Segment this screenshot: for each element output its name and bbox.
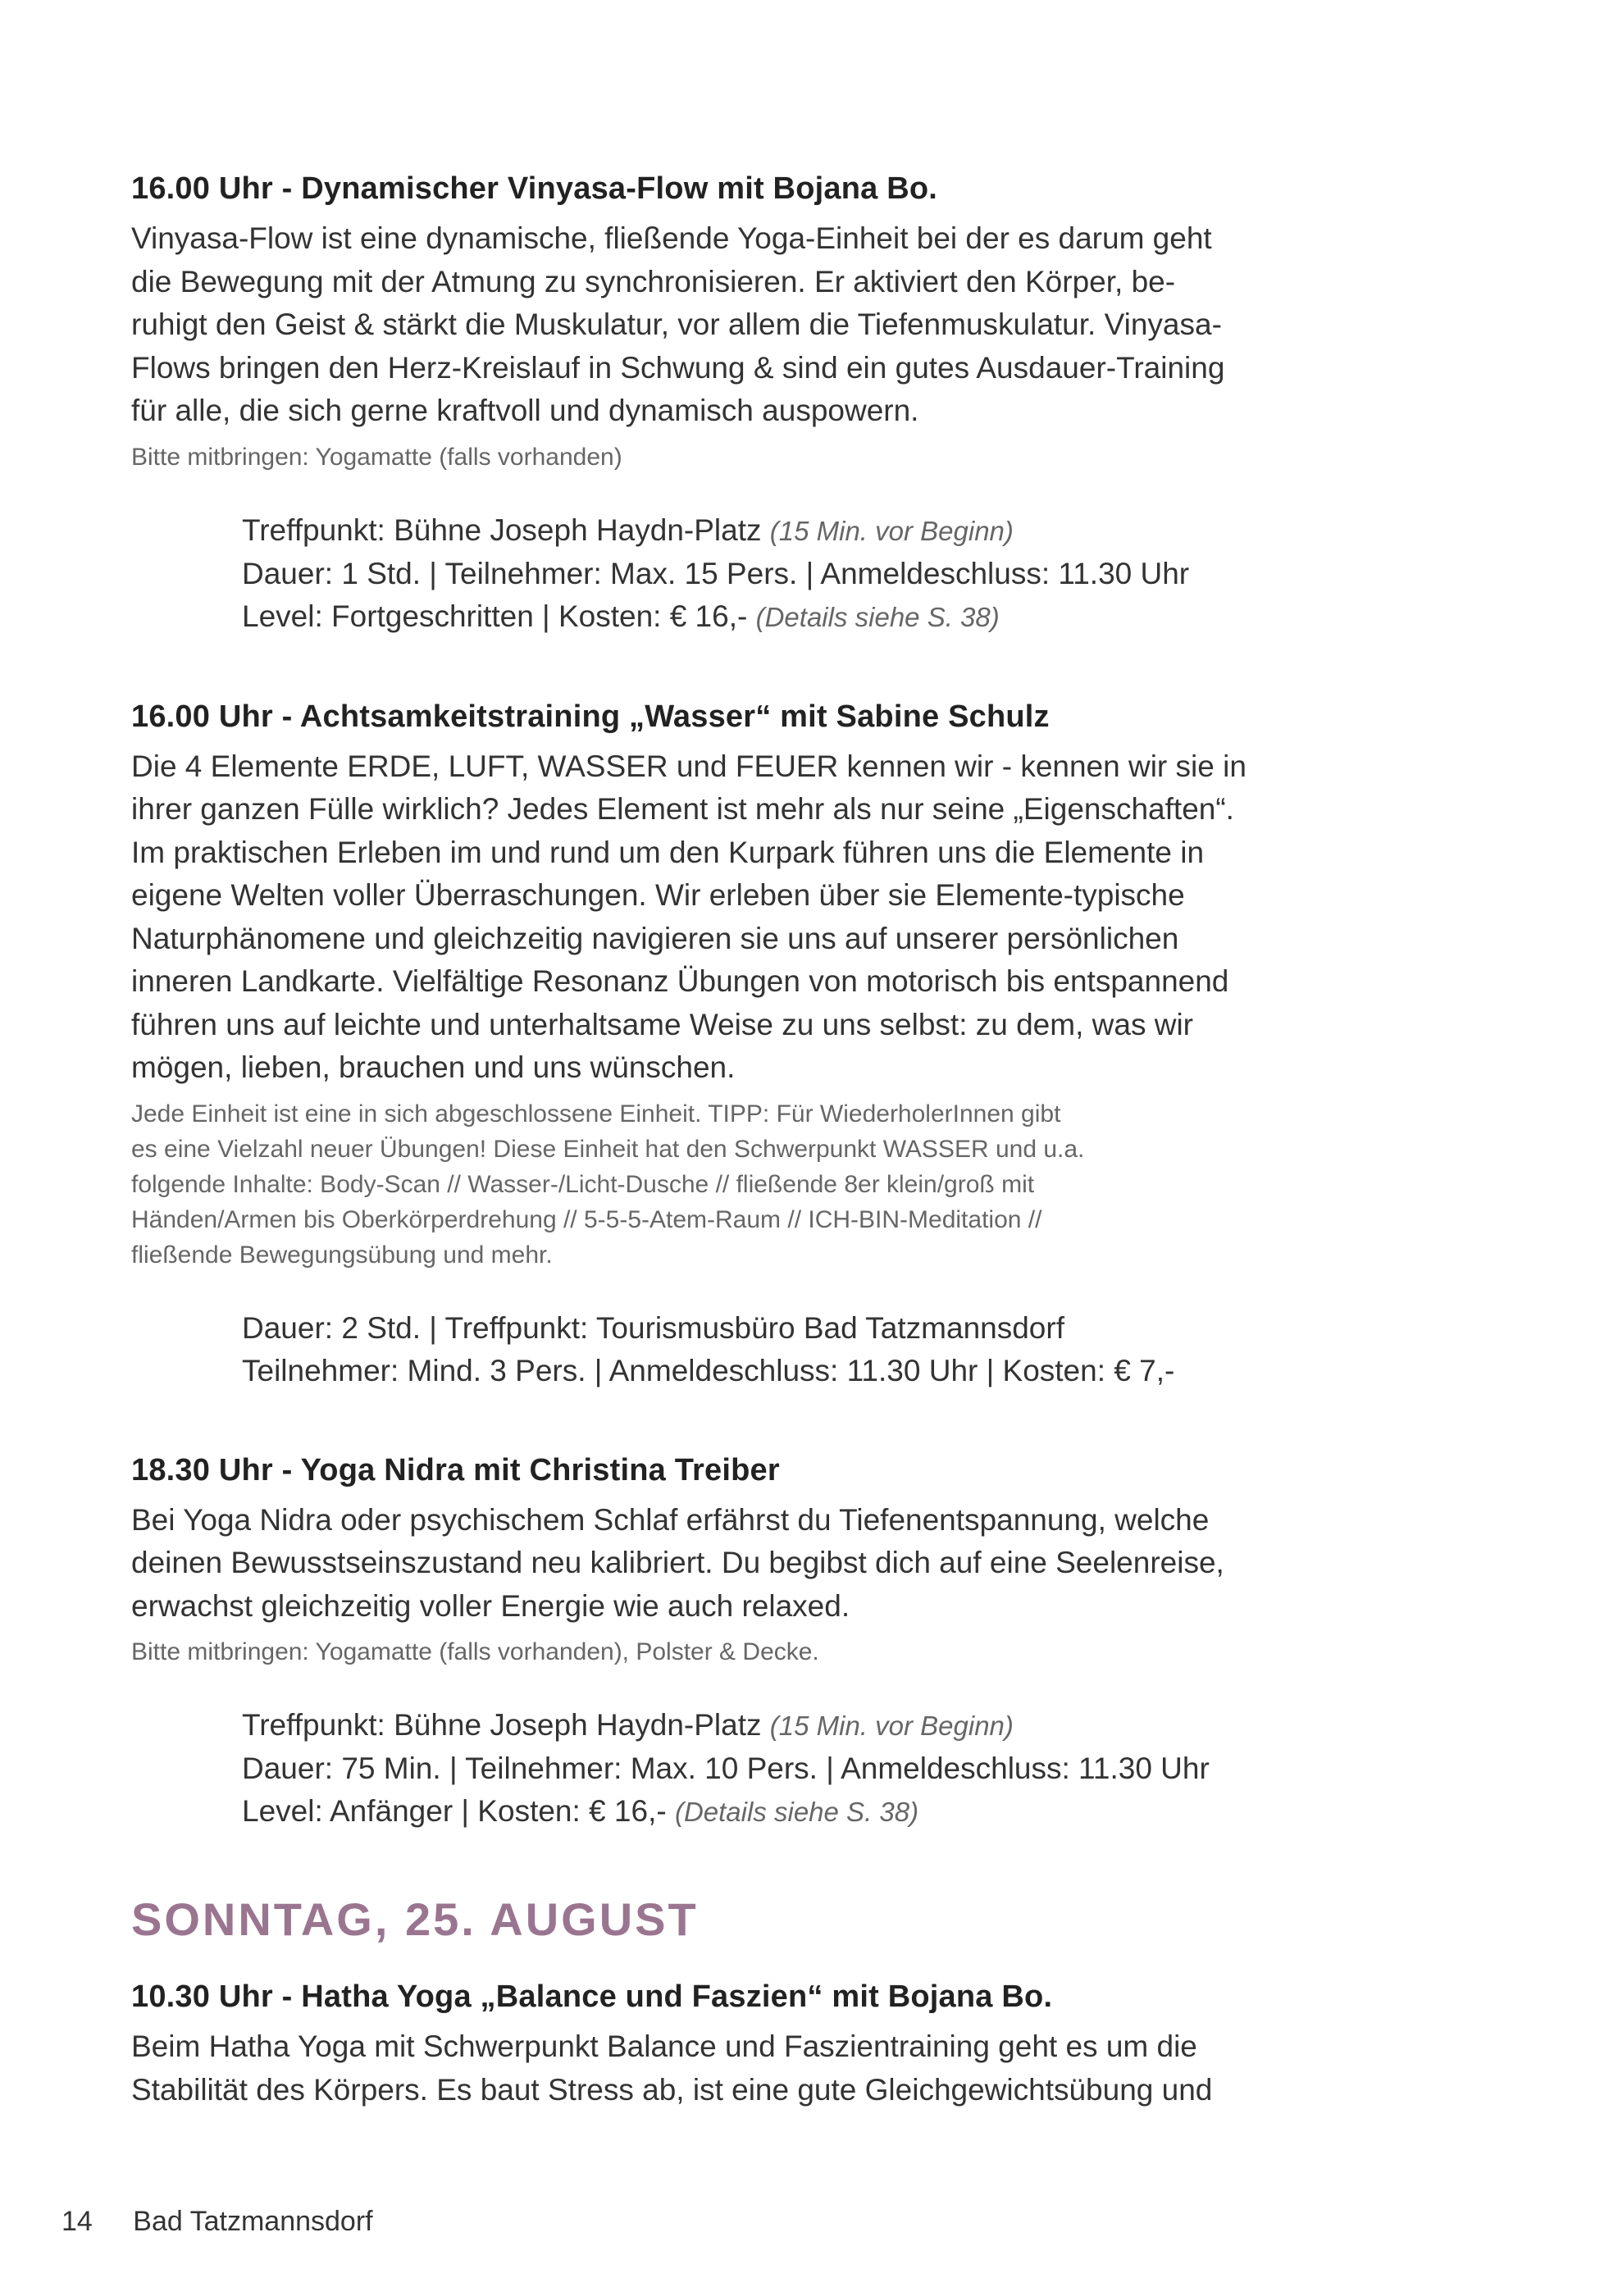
detail-line bbox=[242, 1790, 1411, 1834]
event-title: 18.30 Uhr - Yoga Nidra mit Christina Treiber bbox=[131, 1452, 780, 1487]
event-description bbox=[131, 745, 1411, 1090]
detail-line bbox=[242, 553, 1411, 595]
detail-text: Level: Anfänger | Kosten: € 16,- bbox=[242, 1794, 675, 1828]
detail-text: Treffpunkt: Bühne Joseph Haydn-Platz bbox=[242, 512, 770, 547]
description-line: Beim Hatha Yoga mit Schwerpunkt Balance und Faszientraining geht es um die bbox=[131, 2029, 1197, 2063]
event-details bbox=[242, 509, 1411, 639]
note-line: es eine Vielzahl neuer Übungen! Diese Einheit hat den Schwerpunkt WASSER und u.a. bbox=[131, 1135, 1085, 1163]
day-heading: SONNTAG, 25. AUGUST bbox=[131, 1893, 699, 1945]
detail-line bbox=[242, 595, 1411, 639]
description-line: ruhigt den Geist & stärkt die Muskulatur, vor allem die Tiefenmuskulatur. Vinyasa- bbox=[131, 308, 1222, 341]
description-line: die Bewegung mit der Atmung zu synchronisieren. Er aktiviert den Körper, be- bbox=[131, 264, 1176, 298]
detail-line bbox=[242, 509, 1411, 553]
event-block bbox=[131, 696, 1411, 1392]
event-note bbox=[131, 1634, 1361, 1670]
note-line: Bitte mitbringen: Yogamatte (falls vorhanden), Polster & Decke. bbox=[131, 1638, 819, 1665]
event-block bbox=[131, 1976, 1411, 2112]
description-line: Stabilität des Körpers. Es baut Stress ab, ist eine gute Gleichgewichtsübung und bbox=[131, 2072, 1213, 2107]
description-line: Flows bringen den Herz-Kreislauf in Schwung & sind ein gutes Ausdauer-Training bbox=[131, 350, 1225, 385]
sunday-events bbox=[131, 1976, 1411, 2112]
page-number: 14 bbox=[62, 2206, 93, 2237]
event-details bbox=[242, 1704, 1411, 1834]
description-line: ihrer ganzen Fülle wirklich? Jedes Element ist mehr als nur seine „Eigenschaften“. bbox=[131, 792, 1234, 826]
note-line: Bitte mitbringen: Yogamatte (falls vorhanden) bbox=[131, 443, 622, 471]
page-footer bbox=[62, 2206, 373, 2238]
event-block bbox=[131, 1450, 1411, 1834]
description-line: Die 4 Elemente ERDE, LUFT, WASSER und FEUER kennen wir - kennen wir sie in bbox=[131, 749, 1247, 783]
event-title: 10.30 Uhr - Hatha Yoga „Balance und Faszien“ mit Bojana Bo. bbox=[131, 1979, 1053, 2014]
description-line: Naturphänomene und gleichzeitig navigieren sie uns auf unserer persönlichen bbox=[131, 921, 1179, 955]
footer-location: Bad Tatzmannsdorf bbox=[133, 2206, 373, 2237]
event-title: 16.00 Uhr - Dynamischer Vinyasa-Flow mit Bojana Bo. bbox=[131, 171, 938, 206]
detail-line bbox=[242, 1350, 1411, 1392]
description-line: deinen Bewusstseinszustand neu kalibriert. Du begibst dich auf eine Seelenreise, bbox=[131, 1546, 1224, 1579]
detail-line bbox=[242, 1704, 1411, 1747]
event-note bbox=[131, 1096, 1361, 1273]
description-line: für alle, die sich gerne kraftvoll und dynamisch auspowern. bbox=[131, 394, 919, 427]
event-block bbox=[131, 168, 1411, 639]
event-title: 16.00 Uhr - Achtsamkeitstraining „Wasser“ mit Sabine Schulz bbox=[131, 699, 1050, 734]
note-line: fließende Bewegungsübung und mehr. bbox=[131, 1241, 553, 1269]
detail-text: Treffpunkt: Bühne Joseph Haydn-Platz bbox=[242, 1708, 770, 1742]
saturday-events bbox=[131, 168, 1411, 1834]
detail-text: Dauer: 1 Std. | Teilnehmer: Max. 15 Pers. | Anmeldeschluss: 11.30 Uhr bbox=[242, 556, 1190, 590]
note-line: folgende Inhalte: Body-Scan // Wasser-/Licht-Dusche // fließende 8er klein/groß mit bbox=[131, 1170, 1035, 1198]
description-line: inneren Landkarte. Vielfältige Resonanz Übungen von motorisch bis entspannend bbox=[131, 964, 1229, 998]
detail-italic: (15 Min. vor Beginn) bbox=[769, 515, 1014, 546]
description-line: mögen, lieben, brauchen und uns wünschen. bbox=[131, 1050, 736, 1084]
description-line: eigene Welten voller Überraschungen. Wir erleben über sie Elemente-typische bbox=[131, 878, 1185, 912]
detail-italic: (Details siehe S. 38) bbox=[674, 1797, 919, 1827]
detail-text: Dauer: 2 Std. | Treffpunkt: Tourismusbüro Bad Tatzmannsdorf bbox=[242, 1310, 1064, 1345]
detail-text: Level: Fortgeschritten | Kosten: € 16,- bbox=[242, 599, 756, 633]
description-line: erwachst gleichzeitig voller Energie wie auch relaxed. bbox=[131, 1588, 850, 1623]
event-description bbox=[131, 2025, 1411, 2112]
event-note bbox=[131, 440, 1361, 475]
detail-italic: (15 Min. vor Beginn) bbox=[769, 1711, 1014, 1741]
page-content bbox=[131, 168, 1411, 2169]
description-line: Bei Yoga Nidra oder psychischem Schlaf erfährst du Tiefenentspannung, welche bbox=[131, 1502, 1210, 1537]
description-line: führen uns auf leichte und unterhaltsame Weise zu uns selbst: zu dem, was wir bbox=[131, 1007, 1193, 1041]
description-line: Im praktischen Erleben im und rund um den Kurpark führen uns die Elemente in bbox=[131, 835, 1205, 869]
note-line: Händen/Armen bis Oberkörperdrehung // 5-5-5-Atem-Raum // ICH-BIN-Meditation // bbox=[131, 1205, 1042, 1233]
description-line: Vinyasa-Flow ist eine dynamische, fließende Yoga-Einheit bei der es darum geht bbox=[131, 221, 1212, 255]
event-details bbox=[242, 1307, 1411, 1392]
note-line: Jede Einheit ist eine in sich abgeschlossene Einheit. TIPP: Für WiederholerInnen gibt bbox=[131, 1100, 1061, 1128]
event-description bbox=[131, 1499, 1411, 1629]
detail-text: Teilnehmer: Mind. 3 Pers. | Anmeldeschluss: 11.30 Uhr | Kosten: € 7,- bbox=[242, 1353, 1175, 1387]
detail-line bbox=[242, 1307, 1411, 1350]
detail-text: Dauer: 75 Min. | Teilnehmer: Max. 10 Pers. | Anmeldeschluss: 11.30 Uhr bbox=[242, 1752, 1210, 1785]
detail-italic: (Details siehe S. 38) bbox=[755, 601, 1000, 632]
detail-line bbox=[242, 1747, 1411, 1790]
event-description bbox=[131, 217, 1411, 433]
